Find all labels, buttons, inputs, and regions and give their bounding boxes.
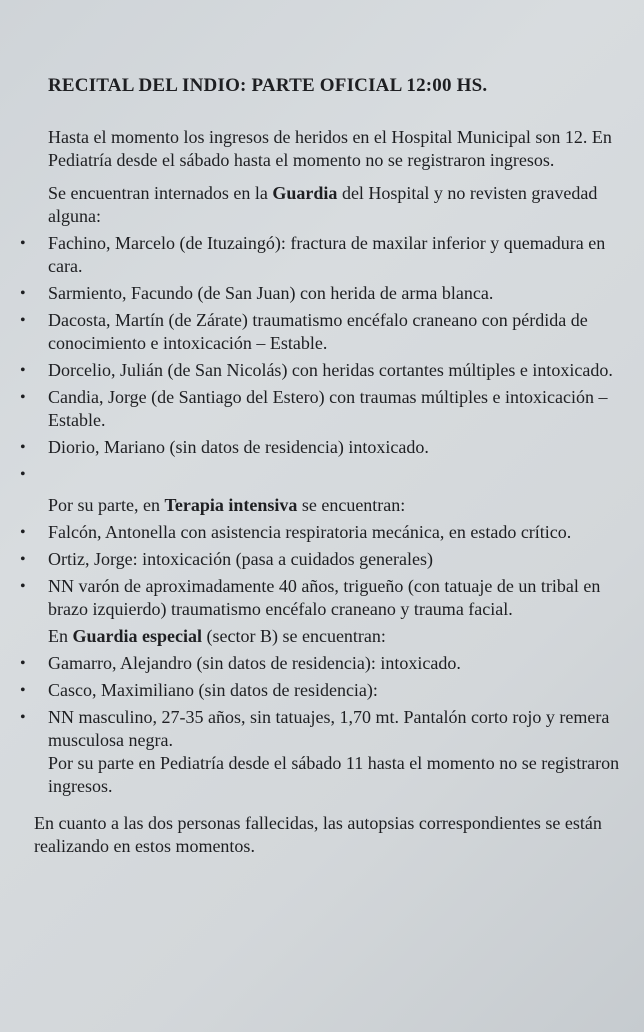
- guardia-intro-bold: Guardia: [272, 183, 338, 203]
- closing-paragraph: En cuanto a las dos personas fallecidas, las autopsias correspondientes se están realizando en estos momentos.: [34, 813, 602, 856]
- especial-intro: [48, 625, 624, 648]
- list-item: • NN masculino, 27-35 años, sin tatuajes, 1,70 mt. Pantalón corto rojo y remera musculosa negra.: [34, 706, 624, 752]
- list-item: • Sarmiento, Facundo (de San Juan) con herida de arma blanca.: [34, 282, 624, 305]
- list-item: • Fachino, Marcelo (de Ituzaingó): fractura de maxilar inferior y quemadura en cara.: [34, 232, 624, 278]
- guardia-intro: [48, 182, 624, 228]
- pediatria-paragraph: Por su parte en Pediatría desde el sábado 11 hasta el momento no se registraron ingresos.: [48, 753, 620, 796]
- terapia-intro-post: se encuentran:: [297, 495, 406, 515]
- terapia-intro-bold: Terapia intensiva: [164, 495, 298, 515]
- list-item: • Gamarro, Alejandro (sin datos de residencia): intoxicado.: [34, 652, 624, 675]
- list-item: • Dacosta, Martín (de Zárate) traumatismo encéfalo craneano con pérdida de conocimiento e intoxicación – Estable.: [34, 309, 624, 355]
- list-item: • Falcón, Antonella con asistencia respiratoria mecánica, en estado crítico.: [34, 521, 624, 544]
- terapia-intro: [48, 494, 624, 517]
- terapia-list: [34, 521, 624, 621]
- terapia-intro-pre: Por su parte, en: [48, 495, 165, 515]
- especial-list: [34, 652, 624, 752]
- guardia-list: [34, 232, 624, 486]
- intro-paragraph: Hasta el momento los ingresos de heridos en el Hospital Municipal son 12. En Pediatría desde el sábado hasta el momento no se registraron ingresos.: [48, 127, 612, 170]
- guardia-intro-post: del Hospital y no revisten gravedad alguna:: [48, 183, 598, 226]
- guardia-intro-pre: Se encuentran internados en la: [48, 183, 273, 203]
- especial-intro-post: (sector B) se encuentran:: [202, 626, 386, 646]
- list-item: • Candia, Jorge (de Santiago del Estero) con traumas múltiples e intoxicación – Estable.: [34, 386, 624, 432]
- list-item-empty: [34, 463, 624, 486]
- list-item: • Dorcelio, Julián (de San Nicolás) con heridas cortantes múltiples e intoxicado.: [34, 359, 624, 382]
- especial-intro-pre: En: [48, 626, 73, 646]
- list-item: • Ortiz, Jorge: intoxicación (pasa a cuidados generales): [34, 548, 624, 571]
- list-item: • Diorio, Mariano (sin datos de residencia) intoxicado.: [34, 436, 624, 459]
- list-item: • Casco, Maximiliano (sin datos de residencia):: [34, 679, 624, 702]
- especial-intro-bold: Guardia especial: [72, 626, 202, 646]
- document-title: RECITAL DEL INDIO: PARTE OFICIAL 12:00 HS.: [48, 75, 488, 96]
- list-item: • NN varón de aproximadamente 40 años, trigueño (con tatuaje de un tribal en brazo izquierdo) traumatismo encéfalo craneano y trauma facial.: [34, 575, 624, 621]
